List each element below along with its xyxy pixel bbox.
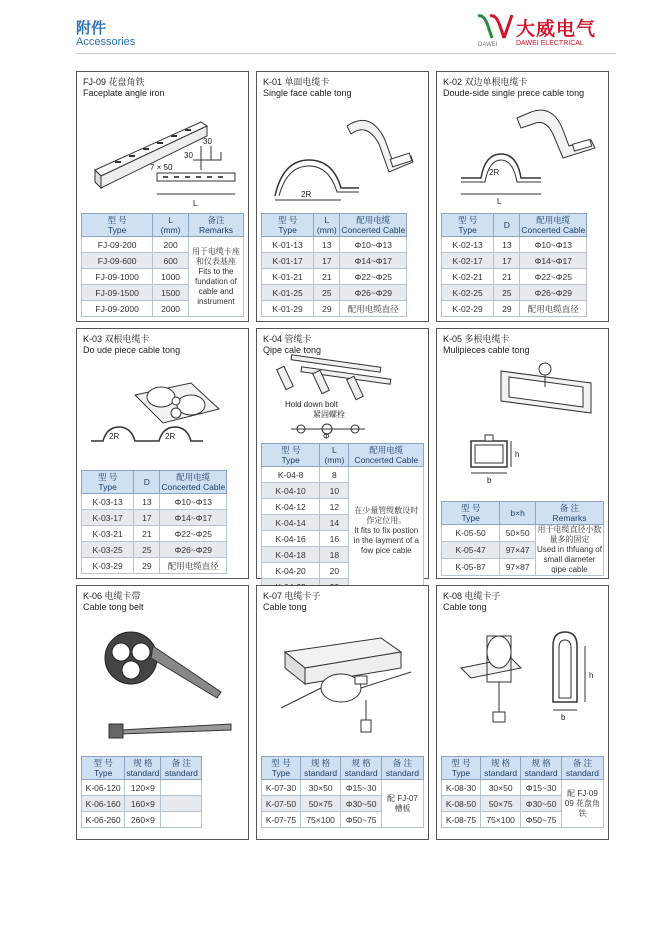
header-cable: [349, 444, 424, 467]
header-type: [442, 214, 494, 237]
bolt-label-cn: 紧固螺栓: [313, 410, 345, 419]
k07-figure: [261, 612, 424, 750]
cell-d: 25: [494, 285, 520, 301]
header-remarks: [188, 214, 243, 237]
cell-cable: Φ15~30: [341, 780, 382, 796]
cell-cable: Φ15~30: [521, 780, 562, 796]
cell-size: 50×50: [500, 525, 536, 542]
cell-standard: 30×50: [480, 780, 521, 796]
panel-title: [263, 334, 321, 356]
cell-type: K-01-17: [262, 253, 314, 269]
fj09-figure: [81, 100, 244, 212]
header-remarks: [535, 502, 603, 525]
header-text: L (mm): [324, 445, 345, 465]
k08-table: [441, 756, 604, 828]
cell-size: 97×47: [500, 542, 536, 559]
cell-type: K-05-50: [442, 525, 500, 542]
header-type: [262, 444, 320, 467]
cell-remark: [381, 780, 423, 828]
dim-30b: 30: [184, 151, 193, 160]
cell-type: K-04-14: [262, 515, 320, 531]
panel-k06: [76, 585, 249, 840]
cell-cable: Φ10~Φ13: [340, 237, 407, 253]
header-text: 型 号 Type: [93, 758, 113, 778]
header-cable: [160, 471, 227, 494]
panel-k02: [436, 71, 609, 322]
header-type: [262, 214, 314, 237]
table-row: [262, 285, 407, 301]
cell-cable: 配用电缆直径: [340, 301, 407, 317]
cell-standard: 160×9: [125, 796, 161, 812]
cell-type: K-04-20: [262, 563, 320, 579]
k08-figure: [441, 612, 604, 750]
k07-table: [261, 756, 424, 828]
header-text: 备 注 standard: [385, 758, 419, 778]
header-text: 型 号 Type: [271, 758, 291, 778]
title-en: Faceplate angle iron: [83, 88, 165, 98]
cell-standard: 50×75: [300, 796, 341, 812]
title-cn: K-04 管缆卡: [263, 334, 312, 344]
table-row: [82, 510, 227, 526]
title-cn: FJ-09 花盘角铁: [83, 77, 145, 87]
cell-cable: 配用电缆直径: [520, 301, 587, 317]
cell-type: K-07-30: [262, 780, 301, 796]
cell-type: FJ-09-200: [82, 237, 153, 253]
panel-title: [83, 334, 180, 356]
cell-type: K-02-17: [442, 253, 494, 269]
header-type: [82, 471, 134, 494]
header-text: L (mm): [316, 215, 337, 235]
dim-2r: 2R: [301, 190, 312, 199]
cell-remark: [161, 812, 202, 828]
panel-title: [263, 591, 321, 613]
dim-b: b: [487, 476, 492, 485]
title-en: Qipe cale tong: [263, 345, 322, 355]
table-row: [262, 467, 424, 483]
table-row: [82, 780, 202, 796]
table-row: [442, 237, 587, 253]
panel-k04: [256, 328, 429, 579]
panel-fj09: [76, 71, 249, 322]
table-row: [82, 237, 244, 253]
table-row: [262, 301, 407, 317]
cell-cable: Φ26~Φ29: [520, 285, 587, 301]
cell-l: 12: [320, 499, 349, 515]
table-row: [262, 237, 407, 253]
cell-d: 17: [134, 510, 160, 526]
cell-cable: Φ50~75: [521, 812, 562, 828]
header-text: 型 号 Type: [280, 445, 301, 465]
title-cn: K-06 电缆卡带: [83, 591, 141, 601]
table-row: [442, 253, 587, 269]
cell-standard: 260×9: [125, 812, 161, 828]
panel-k01: [256, 71, 429, 322]
cell-l: 200: [153, 237, 189, 253]
cell-type: K-03-13: [82, 494, 134, 510]
k02-table: [441, 213, 587, 317]
title-en: Doude-side single prece cable tong: [443, 88, 585, 98]
table-row: [82, 494, 227, 510]
header-d: [494, 214, 520, 237]
k01-table: [261, 213, 407, 317]
cell-cable: 配用电缆直径: [160, 558, 227, 574]
dim-7x50: 7 × 50: [150, 163, 173, 172]
header-text: 配用电缆 Concerted Cable: [354, 445, 419, 465]
remark-text: 配 FJ-09 09 花盘角铁: [564, 788, 600, 818]
panel-title: [443, 77, 584, 99]
cell-d: 25: [134, 542, 160, 558]
dim-2r: 2R: [489, 168, 500, 177]
dim-2r-a: 2R: [109, 432, 120, 441]
k05-figure: [441, 357, 604, 497]
k02-figure: [441, 100, 604, 212]
cell-l: 1000: [153, 269, 189, 285]
cell-type: K-06-120: [82, 780, 125, 796]
table-row: [442, 285, 587, 301]
header-remarks: [161, 757, 202, 780]
cell-type: K-06-260: [82, 812, 125, 828]
cell-type: K-01-21: [262, 269, 314, 285]
panel-k03: [76, 328, 249, 579]
k06-figure: [81, 612, 244, 750]
cell-type: K-02-29: [442, 301, 494, 317]
dim-b: b: [561, 713, 566, 722]
k03-figure: [81, 357, 244, 469]
header-text: D: [143, 477, 150, 487]
cell-standard: 50×75: [480, 796, 521, 812]
cell-remark: [535, 525, 603, 576]
panel-title: [263, 77, 352, 99]
header-l: [314, 214, 340, 237]
title-cn: K-03 双根电缆卡: [83, 334, 150, 344]
k01-figure: [261, 100, 424, 212]
cell-cable: Φ26~Φ29: [160, 542, 227, 558]
logo-cn-text: 大威电气: [516, 19, 597, 40]
table-row: [442, 780, 604, 796]
cell-d: 13: [494, 237, 520, 253]
header-standard-2: [521, 757, 562, 780]
header-text: 备注 Remarks: [198, 215, 233, 235]
header-text: 规 格 standard: [524, 758, 558, 778]
table-row: [262, 780, 424, 796]
cell-cable: Φ30~50: [521, 796, 562, 812]
dim-h: h: [589, 671, 594, 680]
cell-type: FJ-09-600: [82, 253, 153, 269]
cell-standard: 30×50: [300, 780, 341, 796]
header-l: [320, 444, 349, 467]
title-cn: K-05 多根电缆卡: [443, 334, 510, 344]
table-row: [82, 542, 227, 558]
cell-l: 10: [320, 483, 349, 499]
header-cable: [520, 214, 587, 237]
k05-table: [441, 501, 604, 576]
cell-d: 29: [494, 301, 520, 317]
header-standard: [300, 757, 341, 780]
cell-cable: Φ14~Φ17: [340, 253, 407, 269]
cell-cable: Φ10~Φ13: [160, 494, 227, 510]
header-text: 配用电缆 Concerted Cable: [521, 215, 586, 235]
cell-cable: Φ14~Φ17: [160, 510, 227, 526]
header-text: 备 注 standard: [164, 758, 198, 778]
cell-type: K-03-17: [82, 510, 134, 526]
cell-l: 21: [314, 269, 340, 285]
header-text: 配用电缆 Concerted Cable: [341, 215, 406, 235]
header-divider: [76, 53, 616, 54]
dim-L: L: [193, 199, 198, 208]
cell-type: K-04-10: [262, 483, 320, 499]
k04-figure: [261, 355, 424, 439]
header-text: 型 号 Type: [457, 215, 478, 235]
cell-type: K-03-25: [82, 542, 134, 558]
header-type: [82, 214, 153, 237]
page-title: 附件: [76, 20, 107, 37]
title-cn: K-02 双边单根电缆卡: [443, 77, 528, 87]
table-row: [82, 526, 227, 542]
cell-cable: Φ26~Φ29: [340, 285, 407, 301]
header-remarks: [561, 757, 603, 780]
title-en: Cable tong: [263, 602, 307, 612]
cell-remark: [349, 467, 424, 595]
cell-remark: [561, 780, 603, 828]
header-text: 型 号 Type: [451, 758, 471, 778]
cell-type: K-06-160: [82, 796, 125, 812]
cell-type: K-01-13: [262, 237, 314, 253]
logo-small-text: DAWEI: [478, 42, 498, 48]
cell-type: K-08-50: [442, 796, 481, 812]
panel-k07: [256, 585, 429, 840]
cell-remark: [161, 796, 202, 812]
title-en: Cable tong: [443, 602, 487, 612]
cell-type: K-08-30: [442, 780, 481, 796]
cell-l: 18: [320, 547, 349, 563]
brand-logo: [474, 12, 614, 52]
table-row: [82, 558, 227, 574]
cell-l: 25: [314, 285, 340, 301]
title-en: Mulipieces cable tong: [443, 345, 530, 355]
cell-l: 20: [320, 563, 349, 579]
header-text: 型 号 Type: [97, 472, 118, 492]
table-row: [82, 812, 202, 828]
remark-text: 用于电缆直径小数量多的固定 Used in thfuang of small diameter qipe cable: [537, 525, 602, 574]
header-text: D: [503, 220, 510, 230]
cell-type: K-04-16: [262, 531, 320, 547]
header-text: 规 格 standard: [304, 758, 338, 778]
cell-type: K-08-75: [442, 812, 481, 828]
page-subtitle: Accessories: [76, 36, 136, 48]
cell-l: 600: [153, 253, 189, 269]
cell-d: 13: [134, 494, 160, 510]
header-type: [82, 757, 125, 780]
cell-standard: 75×100: [480, 812, 521, 828]
cell-l: 29: [314, 301, 340, 317]
title-en: Do ude piece cable tong: [83, 345, 181, 355]
header-type: [442, 502, 500, 525]
header-type: [442, 757, 481, 780]
title-cn: K-08 电缆卡子: [443, 591, 501, 601]
cell-size: 97×87: [500, 559, 536, 576]
cell-type: K-03-21: [82, 526, 134, 542]
cell-type: K-01-29: [262, 301, 314, 317]
header-text: 型 号 Type: [460, 503, 481, 523]
k04-table: [261, 443, 424, 595]
cell-remark: [161, 780, 202, 796]
header-text: 规 格 standard: [344, 758, 378, 778]
cell-standard: 120×9: [125, 780, 161, 796]
cell-l: 8: [320, 467, 349, 483]
cell-l: 13: [314, 237, 340, 253]
remark-text: 用于电缆卡座和仪表基座 Fits to the fundation of cable and instrument: [191, 246, 240, 306]
cell-type: K-05-87: [442, 559, 500, 576]
cell-standard: 75×100: [300, 812, 341, 828]
cell-type: K-04-18: [262, 547, 320, 563]
cell-d: 21: [134, 526, 160, 542]
header-text: 规 格 standard: [126, 758, 160, 778]
cell-cable: Φ30~50: [341, 796, 382, 812]
title-en: Single face cable tong: [263, 88, 352, 98]
k03-table: [81, 470, 227, 574]
header-text: 规 格 standard: [484, 758, 518, 778]
title-en: Cable tong belt: [83, 602, 144, 612]
k06-table: [81, 756, 202, 828]
cell-type: K-02-25: [442, 285, 494, 301]
cell-d: 29: [134, 558, 160, 574]
cell-cable: Φ14~Φ17: [520, 253, 587, 269]
cell-type: K-03-29: [82, 558, 134, 574]
header-remarks: [381, 757, 423, 780]
cell-cable: Φ10~Φ13: [520, 237, 587, 253]
cell-remark: [188, 237, 243, 317]
panel-title: [443, 591, 501, 613]
header-d: [134, 471, 160, 494]
header-text: 备 注 Remarks: [552, 503, 587, 523]
header-text: 型 号 Type: [277, 215, 298, 235]
title-cn: K-01 单面电缆卡: [263, 77, 330, 87]
logo-en-text: DAWEI ELECTRICAL: [516, 40, 584, 47]
panel-title: [83, 591, 144, 613]
cell-l: 14: [320, 515, 349, 531]
cell-cable: Φ22~Φ25: [340, 269, 407, 285]
dim-L: L: [497, 197, 502, 206]
cell-cable: Φ22~Φ25: [160, 526, 227, 542]
logo-mark-icon: [474, 12, 514, 42]
table-row: [442, 269, 587, 285]
header-cable: [340, 214, 407, 237]
dim-h: h: [515, 450, 520, 459]
cell-type: K-04-12: [262, 499, 320, 515]
cell-type: FJ-09-1500: [82, 285, 153, 301]
cell-type: K-02-13: [442, 237, 494, 253]
panel-title: [443, 334, 530, 356]
table-row: [262, 269, 407, 285]
cell-type: K-02-21: [442, 269, 494, 285]
remark-text: 在少量管缆敷设时作定位用。 It fits to fix postion in the layment of a fow pice cable: [353, 505, 419, 555]
cell-l: 16: [320, 531, 349, 547]
cell-l: 17: [314, 253, 340, 269]
cell-d: 21: [494, 269, 520, 285]
cell-type: K-07-50: [262, 796, 301, 812]
dim-30a: 30: [203, 137, 212, 146]
cell-type: K-01-25: [262, 285, 314, 301]
header-standard: [480, 757, 521, 780]
title-cn: K-07 电缆卡子: [263, 591, 321, 601]
cell-d: 17: [494, 253, 520, 269]
cell-type: K-04-8: [262, 467, 320, 483]
dim-2r-b: 2R: [165, 432, 176, 441]
dim-phi: Φ: [323, 432, 330, 441]
table-row: [262, 253, 407, 269]
panel-k05: [436, 328, 609, 579]
bolt-label-en: Hold down bolt: [285, 400, 338, 409]
header-bxh: [500, 502, 536, 525]
panel-k08: [436, 585, 609, 840]
panel-title: [83, 77, 165, 99]
header-text: 型 号 Type: [107, 215, 127, 235]
header-type: [262, 757, 301, 780]
table-row: [82, 796, 202, 812]
cell-cable: Φ22~Φ25: [520, 269, 587, 285]
header-standard: [125, 757, 161, 780]
header-text: L (mm): [160, 215, 181, 235]
cell-l: 2000: [153, 301, 189, 317]
cell-type: FJ-09-2000: [82, 301, 153, 317]
table-row: [442, 301, 587, 317]
table-row: [442, 525, 604, 542]
cell-type: K-07-75: [262, 812, 301, 828]
cell-type: K-05-47: [442, 542, 500, 559]
cell-type: FJ-09-1000: [82, 269, 153, 285]
remark-text: 配 FJ-07 槽板: [387, 793, 418, 813]
cell-l: 1500: [153, 285, 189, 301]
fj09-table: [81, 213, 244, 317]
header-text: 配用电缆 Concerted Cable: [161, 472, 226, 492]
header-standard-2: [341, 757, 382, 780]
header-text: 备 注 standard: [565, 758, 599, 778]
header-text: b×h: [510, 508, 525, 518]
cell-cable: Φ50~75: [341, 812, 382, 828]
header-l: [153, 214, 189, 237]
